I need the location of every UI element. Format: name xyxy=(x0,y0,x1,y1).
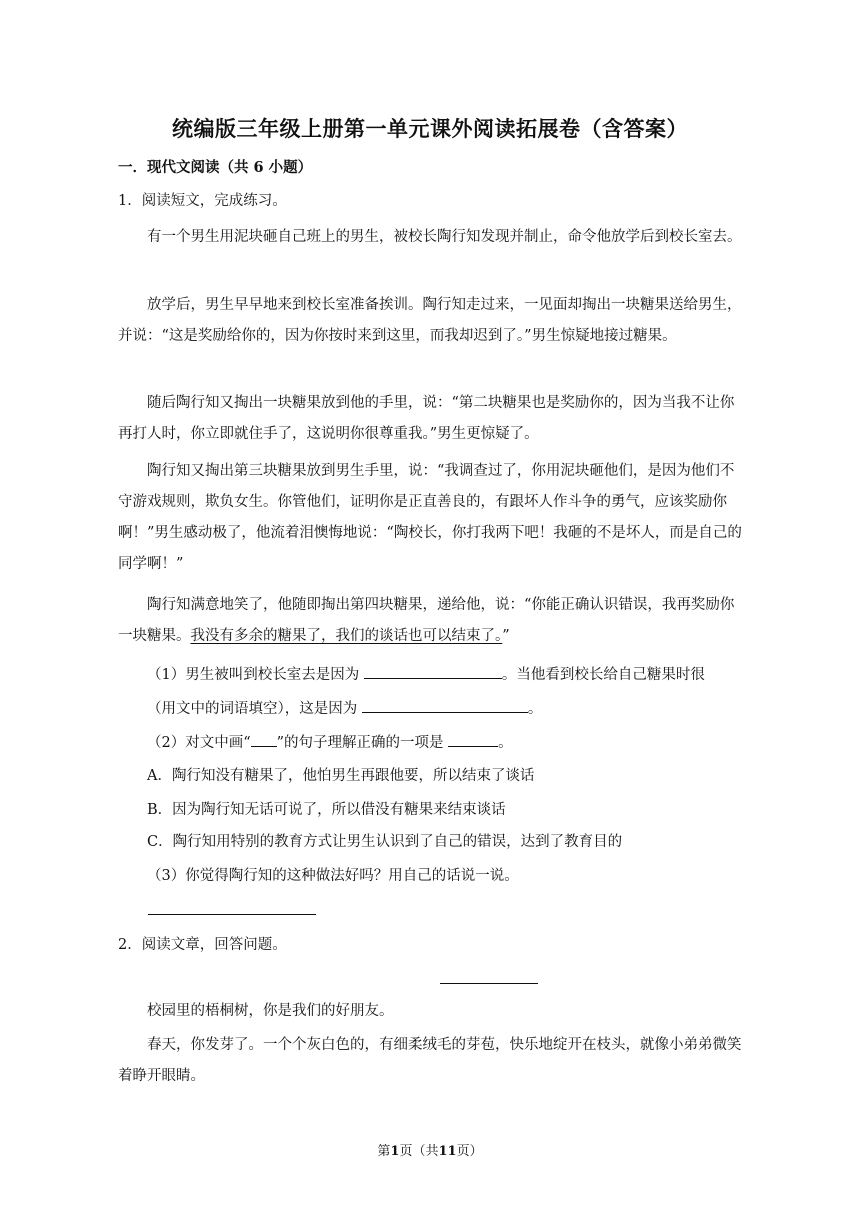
question-text: 。 xyxy=(527,701,543,717)
quote-blank xyxy=(251,730,277,747)
question-text: 。 xyxy=(498,735,513,751)
option-a: A．陶行知没有糖果了，他怕男生再跟他要，所以结束了谈话 xyxy=(147,768,535,784)
sub-question-3: （3）你觉得陶行知的这种做法好吗？用自己的话说一说。 xyxy=(147,868,519,884)
footer-text: 第 xyxy=(377,1144,391,1159)
current-page-number: 1 xyxy=(390,1144,400,1159)
passage-paragraph: 陶行知又掏出第三块糖果放到男生手里，说：“我调查过了，你用泥块砸他们，是因为他们不守游戏规则，欺负女生。你管他们，证明你是正直善良的，有跟坏人作斗争的勇气，应该奖励你啊！”男生感动极了，他流着泪懊悔地说：“陶校长，你打我两下吧！我砸的不是坏人，而是自己的同学啊！” xyxy=(118,463,742,572)
document-title: 统编版三年级上册第一单元课外阅读拓展卷（含答案） xyxy=(172,116,688,141)
passage-paragraph: 放学后，男生早早地来到校长室准备挨训。陶行知走过来，一见面却掏出一块糖果送给男生，并说：“这是奖励给你的，因为你按时来到这里，而我却迟到了。”男生惊疑地接过糖果。 xyxy=(118,297,742,344)
passage-paragraph: 有一个男生用泥块砸自己班上的男生，被校长陶行知发现并制止，命令他放学后到校长室去。 xyxy=(147,229,742,245)
passage-paragraph: 春天，你发芽了。一个个灰白色的，有细柔绒毛的芽苞，快乐地绽开在枝头，就像小弟弟微笑着睁开眼睛。 xyxy=(118,1037,742,1084)
option-c: C．陶行知用特别的教育方式让男生认识到了自己的错误，达到了教育目的 xyxy=(147,834,623,850)
question-text: （1）男生被叫到校长室去是因为 xyxy=(147,667,360,683)
question-1-intro: 1．阅读短文，完成练习。 xyxy=(118,193,287,209)
paragraph-text: ” xyxy=(502,628,510,644)
question-text: 。当他看到校长给自己糖果时很 xyxy=(501,667,705,683)
question-text: （用文中的词语填空），这是因为 xyxy=(147,701,358,717)
page-footer xyxy=(0,1142,860,1162)
passage-paragraph: 随后陶行知又掏出一块糖果放到他的手里，说：“第二块糖果也是奖励你的，因为当我不让你再打人时，你立即就住手了，这说明你很尊重我。”男生更惊疑了。 xyxy=(118,395,735,442)
answer-blank[interactable] xyxy=(362,696,528,713)
section-heading: 一．现代文阅读（共 6 小题） xyxy=(118,159,313,176)
answer-blank[interactable] xyxy=(448,730,498,747)
underlined-sentence: 我没有多余的糖果了，我们的谈话也可以结束了。 xyxy=(190,628,503,644)
option-b: B．因为陶行知无话可说了，所以借没有糖果来结束谈话 xyxy=(147,802,506,818)
footer-text: 页（共 xyxy=(399,1144,439,1159)
answer-line[interactable] xyxy=(148,914,316,915)
passage-paragraph: 校园里的梧桐树，你是我们的好朋友。 xyxy=(147,1003,394,1019)
title-blank-line[interactable] xyxy=(440,983,538,984)
footer-text: 页） xyxy=(456,1144,483,1159)
sub-question-1 xyxy=(147,662,705,687)
sub-question-1-cont xyxy=(147,696,542,721)
answer-blank[interactable] xyxy=(364,662,502,679)
question-text: ”的句子理解正确的一项是 xyxy=(276,735,444,751)
total-pages-number: 11 xyxy=(438,1144,457,1159)
passage-paragraph-last xyxy=(118,590,742,652)
question-text: （2）对文中画“ xyxy=(147,735,251,751)
paragraph-text: 陶行知满意地笑了，他随即掏出第四块糖果，递给他，说：“你能正确认识错误，我再奖励你一块糖果。 xyxy=(118,597,735,644)
sub-question-2 xyxy=(147,730,513,755)
question-2-intro: 2．阅读文章，回答问题。 xyxy=(118,937,287,953)
